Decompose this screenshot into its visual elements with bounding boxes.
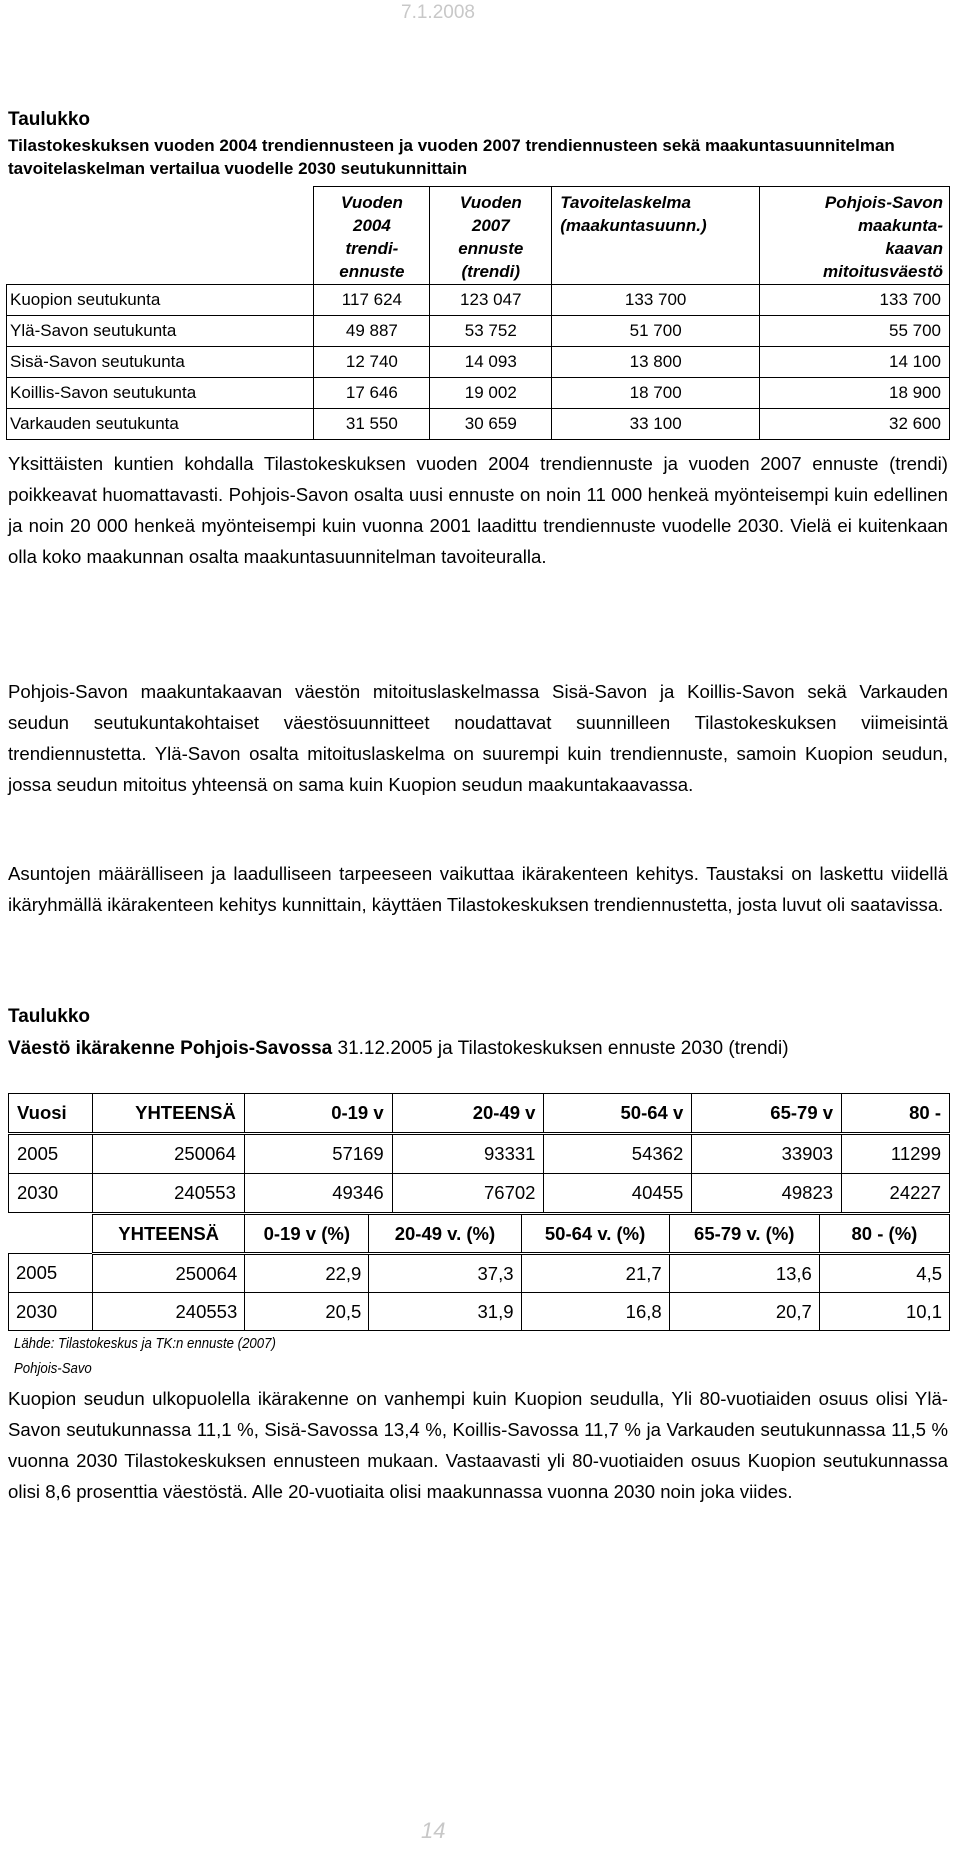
table-cell: 16,8	[521, 1293, 669, 1331]
value-mitoitus: 14 100	[760, 347, 950, 378]
table2-caption	[8, 1035, 948, 1062]
value-2004: 31 550	[314, 409, 430, 440]
value-tavoite: 33 100	[552, 409, 760, 440]
col-header: 0-19 v	[244, 1094, 392, 1134]
paragraph-1: Yksittäisten kuntien kohdalla Tilastokeskuksen vuoden 2004 trendiennuste ja vuoden 2007 ennuste (trendi) poikkeavat huomattavasti. Pohjois-Savon osalta uusi ennuste on noin 11 000 henkeä myönteisempi kuin edellinen ja noin 20 000 henkeä myönteisempi kuin vuonna 2001 laadittu trendiennuste vuodelle 2030. Vielä ei kuitenkaan olla koko maakunnan osalta maakuntasuunnitelman tavoiteuralla.	[8, 453, 948, 567]
col-header: 20-49 v	[392, 1094, 544, 1134]
table-row	[7, 347, 950, 378]
header-blank	[7, 187, 314, 285]
value-2004: 49 887	[314, 316, 430, 347]
col-header-text: Pohjois-Savon	[824, 193, 943, 212]
paragraph-4: Kuopion seudun ulkopuolella ikärakenne on vanhempi kuin Kuopion seudulla, Yli 80-vuotiaiden osuus olisi Ylä-Savon seutukunnassa 11,1 %, Sisä-Savossa 13,4 %, Koillis-Savossa 11,7 % ja Varkauden seutukunnassa 11,5 % vuonna 2030 Tilastokeskuksen ennusteen mukaan. Vastaavasti yli 80-vuotiaiden osuus Kuopion seutukunnassa olisi 8,6 prosenttia väestöstä. Alle 20-vuotiaita olisi maakunnassa vuonna 2030 noin joka viides.	[8, 1388, 948, 1502]
page-number: 14	[421, 1818, 446, 1843]
value-2004: 12 740	[314, 347, 430, 378]
region-name: Kuopion seutukunta	[7, 285, 314, 316]
col-header	[9, 1215, 93, 1254]
col-header: YHTEENSÄ	[92, 1094, 244, 1134]
value-2007: 53 752	[430, 316, 552, 347]
col-header-mitoitus	[760, 187, 950, 285]
table-header-row	[9, 1215, 950, 1254]
table-row	[9, 1134, 950, 1174]
table-source-note	[14, 1331, 276, 1381]
value-2007: 19 002	[430, 378, 552, 409]
value-mitoitus: 55 700	[760, 316, 950, 347]
col-header: 65-79 v	[692, 1094, 842, 1134]
table-row	[7, 378, 950, 409]
table-cell: 24227	[842, 1174, 950, 1213]
col-header: 65-79 v. (%)	[669, 1215, 819, 1254]
region-name: Ylä-Savon seutukunta	[7, 316, 314, 347]
col-header: 20-49 v. (%)	[369, 1215, 521, 1254]
table-cell: 4,5	[819, 1254, 949, 1293]
col-header-text: Tavoitelaskelma	[560, 193, 691, 212]
table1-subtitle: Tilastokeskuksen vuoden 2004 trendiennusteen ja vuoden 2007 trendiennusteen sekä maakuntasuunnitelman tavoitelaskelman vertailua vuodelle 2030 seutukunnittain	[8, 136, 895, 178]
table-row	[7, 285, 950, 316]
table-cell: 31,9	[369, 1293, 521, 1331]
col-header-text: 2007	[471, 216, 510, 235]
col-header-text: trendi-	[345, 239, 399, 258]
table-cell: 11299	[842, 1134, 950, 1174]
col-header-text: (trendi)	[461, 262, 521, 281]
table-cell: 49346	[244, 1174, 392, 1213]
table-header-row	[7, 187, 950, 285]
value-mitoitus: 32 600	[760, 409, 950, 440]
table1-title: Taulukko	[8, 109, 90, 130]
value-2004: 117 624	[314, 285, 430, 316]
table-cell: 93331	[392, 1134, 544, 1174]
value-tavoite: 18 700	[552, 378, 760, 409]
col-header-text: maakunta-	[857, 216, 943, 235]
value-2004: 17 646	[314, 378, 430, 409]
age-structure-table	[8, 1093, 950, 1213]
paragraph-2: Pohjois-Savon maakuntakaavan väestön mitoituslaskelmassa Sisä-Savon ja Koillis-Savon sekä Varkauden seudun seutukuntakohtaiset väestösuunnitteet noudattavat suunnilleen Tilastokeskuksen viimeisintä trendiennustetta. Ylä-Savon osalta mitoituslaskelma on suurempi kuin trendiennuste, samoin Kuopion seudun, jossa seudun mitoitus yhteensä on sama kuin Kuopion seudun maakuntakaavassa.	[8, 681, 948, 795]
population-forecast-table	[6, 186, 950, 440]
table-header-row	[9, 1094, 950, 1134]
table-cell: 57169	[244, 1134, 392, 1174]
table2-caption-rest: 31.12.2005 ja Tilastokeskuksen ennuste 2030 (trendi)	[332, 1038, 789, 1059]
value-mitoitus: 18 900	[760, 378, 950, 409]
value-2007: 123 047	[430, 285, 552, 316]
col-header-2007	[430, 187, 552, 285]
source-line: Pohjois-Savo	[14, 1360, 92, 1377]
table-cell: 10,1	[819, 1293, 949, 1331]
value-2007: 30 659	[430, 409, 552, 440]
value-tavoite: 13 800	[552, 347, 760, 378]
col-header-text: kaavan	[885, 239, 943, 258]
table-row	[7, 409, 950, 440]
col-header: 50-64 v	[544, 1094, 692, 1134]
table-cell: 250064	[93, 1254, 245, 1293]
col-header: 50-64 v. (%)	[521, 1215, 669, 1254]
table-cell: 2030	[9, 1174, 93, 1213]
col-header-text: Vuoden	[340, 193, 403, 212]
table-cell: 40455	[544, 1174, 692, 1213]
source-line: Lähde: Tilastokeskus ja TK:n ennuste (2007)	[14, 1335, 276, 1352]
col-header-text: ennuste	[458, 239, 524, 258]
col-header: 80 -	[842, 1094, 950, 1134]
table-cell: 250064	[92, 1134, 244, 1174]
value-tavoite: 133 700	[552, 285, 760, 316]
table-cell: 76702	[392, 1174, 544, 1213]
value-2007: 14 093	[430, 347, 552, 378]
table-cell: 2005	[9, 1134, 93, 1174]
table-cell: 240553	[92, 1174, 244, 1213]
paragraph-3: Asuntojen määrälliseen ja laadulliseen tarpeeseen vaikuttaa ikärakenteen kehitys. Taustaksi on laskettu viidellä ikäryhmällä ikärakenteen kehitys kunnittain, käyttäen Tilastokeskuksen trendiennustetta, josta luvut oli saatavissa.	[8, 863, 948, 915]
header-date: 7.1.2008	[401, 2, 475, 23]
table-row	[9, 1254, 950, 1293]
col-header-text: mitoitusväestö	[823, 262, 943, 281]
col-header: YHTEENSÄ	[93, 1215, 245, 1254]
table-row	[9, 1293, 950, 1331]
table-cell: 33903	[692, 1134, 842, 1174]
table-cell: 37,3	[369, 1254, 521, 1293]
col-header: 80 - (%)	[819, 1215, 949, 1254]
table-cell: 49823	[692, 1174, 842, 1213]
table-row	[7, 316, 950, 347]
region-name: Koillis-Savon seutukunta	[7, 378, 314, 409]
col-header-tavoite	[552, 187, 760, 285]
col-header-text: ennuste	[339, 262, 405, 281]
table-row	[9, 1174, 950, 1213]
table2-caption-bold: Väestö ikärakenne Pohjois-Savossa	[8, 1038, 333, 1059]
table-cell: 20,5	[245, 1293, 369, 1331]
value-tavoite: 51 700	[552, 316, 760, 347]
value-mitoitus: 133 700	[760, 285, 950, 316]
col-header-2004	[314, 187, 430, 285]
region-name: Varkauden seutukunta	[7, 409, 314, 440]
col-header-text: (maakuntasuunn.)	[560, 216, 707, 235]
age-structure-percent-table	[8, 1214, 950, 1331]
table2-title: Taulukko	[8, 1006, 90, 1027]
table-cell: 20,7	[669, 1293, 819, 1331]
table-cell: 13,6	[669, 1254, 819, 1293]
col-header-text: Vuoden	[459, 193, 522, 212]
col-header-text: 2004	[352, 216, 391, 235]
table-cell: 2030	[9, 1293, 93, 1331]
table-cell: 21,7	[521, 1254, 669, 1293]
col-header: Vuosi	[9, 1094, 93, 1134]
table-cell: 2005	[9, 1254, 93, 1293]
region-name: Sisä-Savon seutukunta	[7, 347, 314, 378]
table-cell: 22,9	[245, 1254, 369, 1293]
col-header: 0-19 v (%)	[245, 1215, 369, 1254]
table-cell: 240553	[93, 1293, 245, 1331]
table-cell: 54362	[544, 1134, 692, 1174]
